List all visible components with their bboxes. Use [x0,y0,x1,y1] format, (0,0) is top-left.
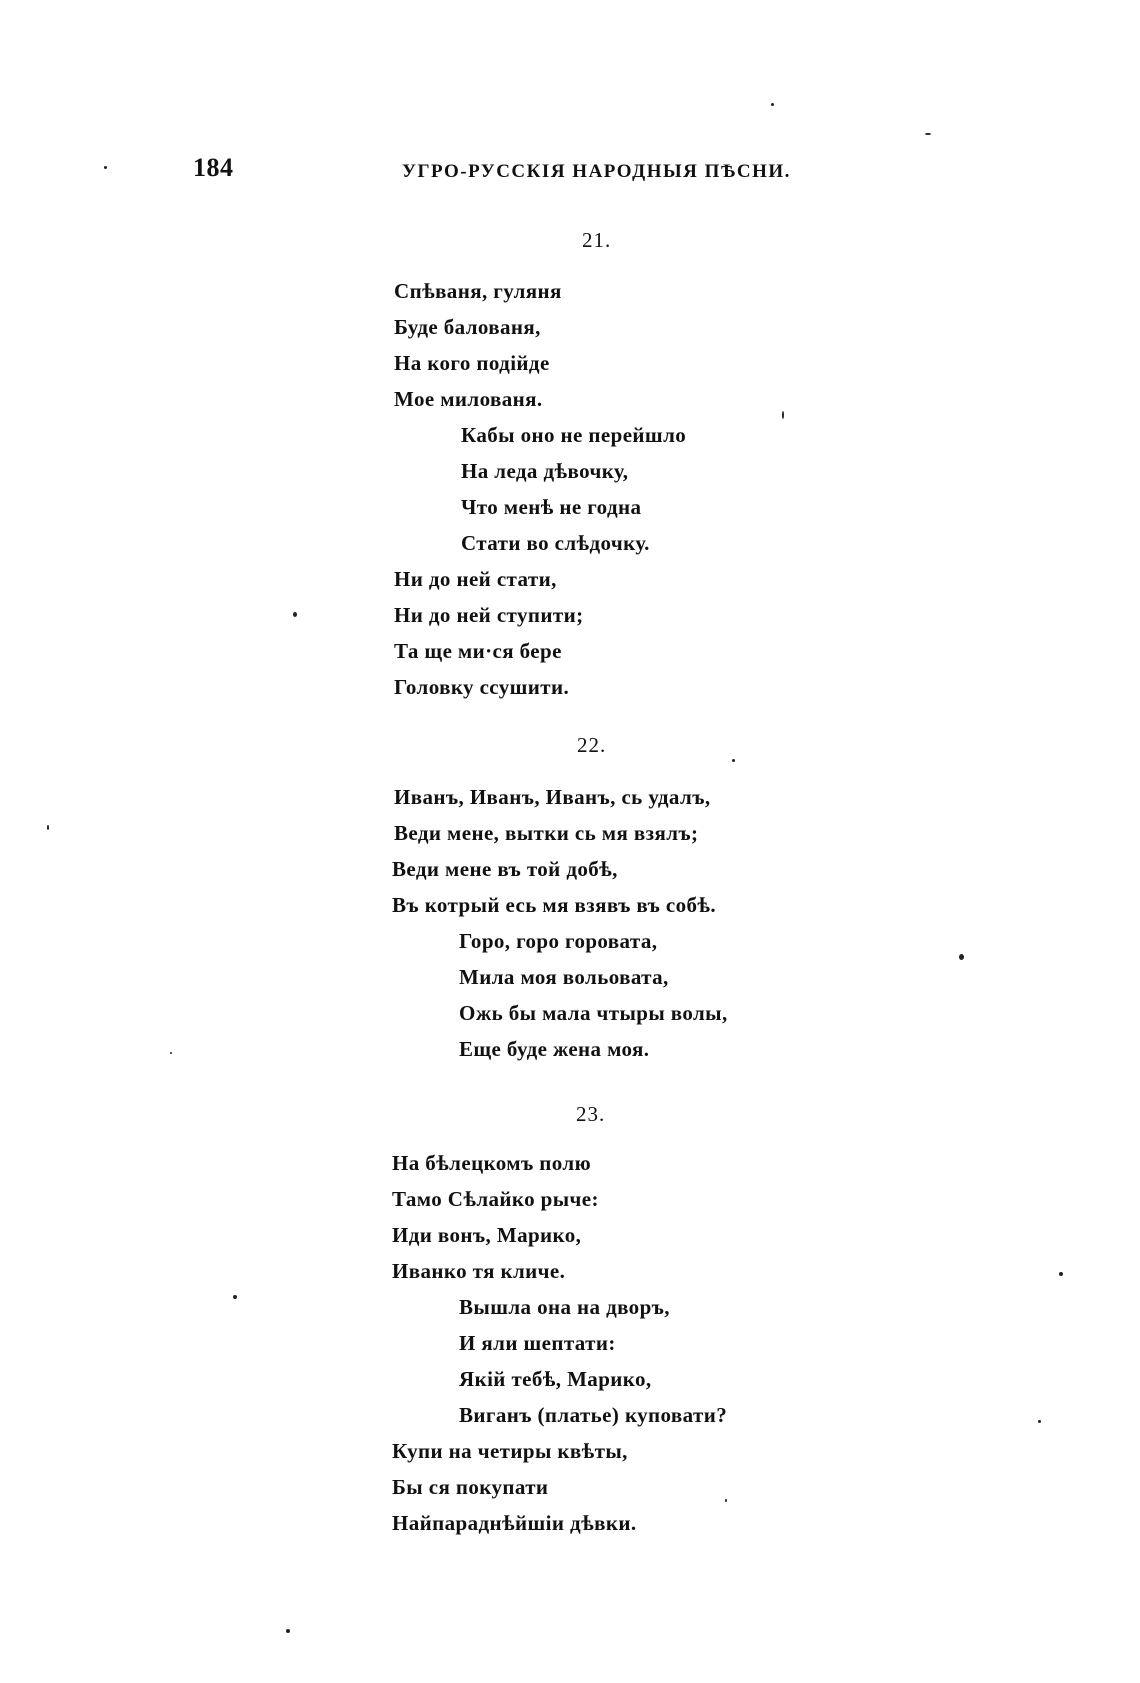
verse-line: Ожь бы мала чтыры волы, [459,1001,728,1025]
verse-line: На бѣлецкомъ полю [392,1151,592,1175]
verse-line: Вышла она на дворъ, [459,1295,670,1319]
scan-speck [959,954,964,960]
verse-line: Мое милованя. [394,387,543,411]
verse-line: На кого подійде [394,351,550,375]
song-number: 23. [576,1102,606,1126]
scan-speck [771,103,774,106]
scan-speck [293,612,297,617]
verse-line: Спѣваня, гуляня [394,279,562,303]
running-title: УГРО-РУССКІЯ НАРОДНЫЯ ПѢСНИ. [402,161,791,182]
verse-line: Найпараднѣйшіи дѣвки. [392,1511,637,1535]
page-number: 184 [193,153,234,182]
song-number: 22. [577,733,607,757]
scan-speck [1059,1272,1063,1276]
scan-speck [725,1499,727,1502]
scan-speck [286,1629,290,1633]
verse-line: Веди мене въ той добѣ, [392,857,618,881]
scan-speck [170,1052,172,1054]
scan-speck [1038,1420,1041,1423]
scan-speck [104,166,107,169]
scan-speck [732,759,735,762]
scan-speck [925,133,931,135]
verse-line: Кабы оно не перейшло [461,423,687,447]
verse-line: Въ котрый есь мя взявъ въ собѣ. [392,893,717,917]
verse-line: Буде балованя, [394,315,541,339]
scan-speck [47,825,49,830]
verse-line: Виганъ (платье) куповати? [459,1403,728,1427]
verse-line: Тамо Сѣлайко рыче: [392,1187,599,1211]
scan-speck [233,1295,237,1299]
verse-line: Бы ся покупати [392,1475,549,1499]
verse-line: Стати во слѣдочку. [461,531,650,555]
verse-line: И яли шептати: [459,1331,616,1355]
verse-line: Еще буде жена моя. [459,1037,650,1061]
verse-line: Якій тебѣ, Марико, [459,1367,652,1391]
scan-speck [782,411,784,419]
verse-line: Иванъ, Иванъ, Иванъ, сь удалъ, [394,785,711,809]
verse-line: Ни до ней стати, [394,567,557,591]
verse-line: Иди вонъ, Марико, [392,1223,582,1247]
verse-line: Купи на четиры квѣты, [392,1439,628,1463]
verse-line: Горо, горо горовата, [459,929,658,953]
verse-line: Ни до ней ступити; [394,603,584,627]
verse-line: Мила моя вольовата, [459,965,669,989]
verse-line: Веди мене, вытки сь мя взялъ; [394,821,699,845]
verse-line: Та ще ми·ся бере [394,639,562,663]
verse-line: Что менѣ не годна [461,495,642,519]
verse-line: Иванко тя кличе. [392,1259,566,1283]
verse-line: Головку ссушити. [394,675,570,699]
song-number: 21. [582,228,612,252]
verse-line: На леда дѣвочку, [461,459,629,483]
